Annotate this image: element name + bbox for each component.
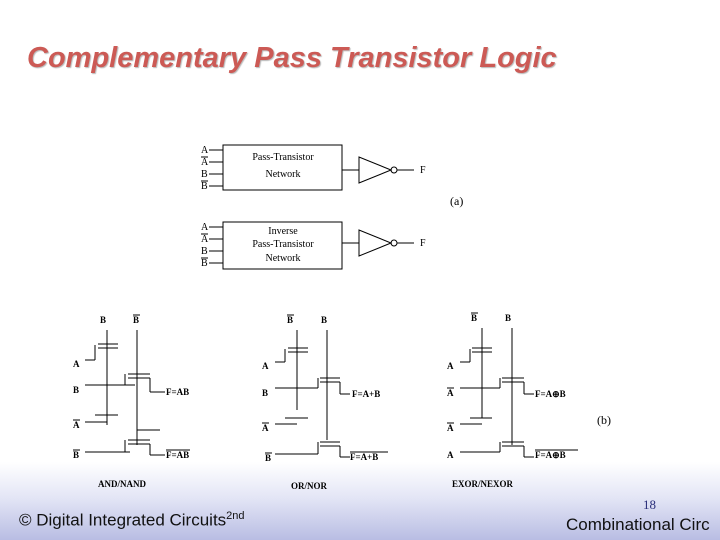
- exor-top-label-1: B: [505, 313, 512, 323]
- panel-a: [201, 145, 463, 269]
- panel-a-label: (a): [450, 194, 464, 208]
- block2-line3: Network: [265, 253, 301, 264]
- and-in-label-2: A: [73, 420, 80, 430]
- a1-in-label-1: A: [201, 157, 209, 168]
- block1-line2: Network: [265, 169, 301, 180]
- exor-in-label-1: A: [447, 388, 454, 398]
- exor-out-label-0: F=A⊕B: [535, 389, 566, 399]
- course-name: Combinational Circ: [566, 515, 710, 534]
- a2-in-label-1: A: [201, 234, 209, 245]
- block2-line2: Pass-Transistor: [252, 239, 314, 250]
- or-out-label-0: F=A+B: [352, 389, 381, 399]
- a2-out-label: F: [420, 238, 426, 249]
- and-in-label-3: B: [73, 450, 80, 460]
- a1-out-label: F: [420, 165, 426, 176]
- and-top-label-0: B: [100, 315, 107, 325]
- or-in-label-2: A: [262, 423, 269, 433]
- or-out-label-1: F=A+B: [350, 452, 379, 462]
- block1-line1: Pass-Transistor: [252, 152, 314, 163]
- and-top-label-1: B: [133, 315, 140, 325]
- exor-top-label-0: B: [471, 313, 478, 323]
- inverter-1-icon: [359, 157, 391, 183]
- a2-in-label-2: B: [201, 246, 208, 257]
- and-caption: AND/NAND: [98, 479, 146, 489]
- exor-out-label-1: F=A⊕B: [535, 450, 566, 460]
- or-in-label-3: B: [265, 453, 272, 463]
- exor-in-label-3: A: [447, 450, 454, 460]
- a2-in-label-0: A: [201, 222, 209, 233]
- panel-b-label: (b): [597, 413, 611, 427]
- a1-in-label-2: B: [201, 169, 208, 180]
- block2-line1: Inverse: [268, 226, 298, 237]
- exor-nexor-circuit: [447, 313, 611, 489]
- or-top-label-1: B: [321, 315, 328, 325]
- or-top-label-0: B: [287, 315, 294, 325]
- exor-in-label-2: A: [447, 423, 454, 433]
- slide-title: Complementary Pass Transistor Logic: [27, 42, 557, 74]
- a1-in-label-0: A: [201, 145, 209, 156]
- and-in-label-1: B: [73, 385, 80, 395]
- a1-in-label-3: B: [201, 181, 208, 192]
- exor-caption: EXOR/NEXOR: [452, 479, 514, 489]
- copyright-text: © Digital Integrated Circuits: [19, 510, 227, 530]
- and-nand-circuit: [73, 315, 190, 489]
- page-number: 18: [643, 497, 656, 512]
- a2-in-label-3: B: [201, 258, 208, 269]
- or-in-label-0: A: [262, 361, 269, 371]
- edition-superscript: 2nd: [226, 510, 245, 522]
- exor-in-label-0: A: [447, 361, 454, 371]
- footer-copyright: [19, 510, 245, 531]
- and-in-label-0: A: [73, 359, 80, 369]
- or-in-label-1: B: [262, 388, 269, 398]
- and-out-label-0: F=AB: [166, 387, 190, 397]
- or-nor-circuit: [262, 315, 388, 491]
- or-caption: OR/NOR: [291, 481, 327, 491]
- and-out-label-1: F=AB: [166, 450, 190, 460]
- inverter-2-icon: [359, 230, 391, 256]
